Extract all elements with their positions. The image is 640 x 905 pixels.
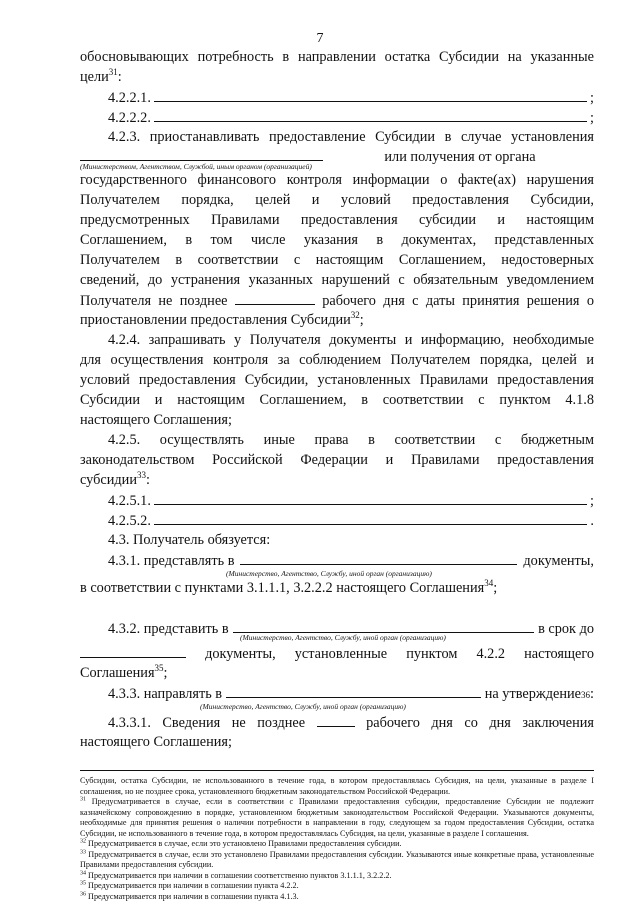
text-line: документы, установленные пунктом 4.2.2 настоящего [80,643,594,664]
text-line: государственного финансового контроля информации о факте(ах) нарушения [80,172,594,188]
footnote-34: $^{34}$ Предусматривается при наличии в соглашении соответственно пунктов 3.1.1.1, 3.2.2.2. [80,869,392,880]
footnote-32: $^{32}$ Предусматривается в случае, если это установлено Правилами предоставления субсидии. [80,838,402,848]
text-line: настоящего Соглашения; [80,412,232,428]
text-line: предусмотренных Правилами предоставления субсидии и настоящим [80,212,594,228]
footnote-35: $^{35}$ Предусматривается при наличии в соглашении пункта 4.2.2. [80,880,299,890]
text-line: для осуществления контроля за соблюдением Получателем порядка, целей и [80,352,594,368]
blank-line [317,712,355,727]
text-line: Субсидии и настоящим Соглашением, в соответствии с пунктом 4.1.8 [80,392,594,408]
text-line: Получателем в соответствии с настоящим Соглашением, недостоверных [80,252,594,268]
footnote-separator [80,770,594,771]
footnote-ref: 34 [484,578,494,589]
text-line: 4.2.4. запрашивать у Получателя документы и информацию, необходимые [108,332,594,348]
blank-line [154,510,588,525]
text-line: Соглашения$^{35}$; [80,663,168,681]
text-line: 4.3.1. представлять в документы, [108,550,594,571]
blank-line [80,146,323,161]
footnote-ref: 35 [154,663,164,674]
text-line: настоящего Соглашения; [80,734,232,750]
text-line: цели$^{31}$: [80,67,122,85]
caption: (Министерство, Агентство, Службу, иной орган (организацию) [200,702,406,711]
page-number: 7 [316,31,324,46]
text-line: 4.3.3.1. Сведения не позднее рабочего дня со дня заключения [108,712,594,733]
text-line: сведений, до устранения указанных нарушений с обязательным уведомлением [80,272,594,288]
text-line: 4.3.3. направлять в на утверждение 36 : [108,683,594,704]
footnote-ref: 32 [350,310,360,321]
footnote-33: $^{33}$ Предусматривается в случае, если это установлено Правилами предоставления субсидии. Указываются иные конкретные права, установленные Правилами предоставления субсидии. [80,848,594,869]
text-line: приостановлении предоставления Субсидии$^{32}$; [80,310,364,328]
footnote-36: $^{36}$ Предусматривается при наличии в соглашении пункта 4.1.3. [80,890,299,901]
text-line: в соответствии с пунктами 3.1.1.1, 3.2.2.2 настоящего Соглашения$^{34}$; [80,578,498,596]
caption: (Министерством, Агентством, Службой, иным органом (организацией) [80,162,312,171]
text-line: Получателем порядка, целей и условий предоставления Субсидии, [80,192,594,208]
text-line: или получения от органа [80,146,594,167]
caption: (Министерство, Агентство, Службу, иной орган (организацию) [226,569,432,578]
text-line: субсидии$^{33}$: [80,470,150,488]
blank-line [226,683,481,698]
text-line: 4.2.5. осуществлять иные права в соответствии с бюджетным [108,432,594,448]
blank-line [235,290,315,305]
item-4-2-5-1: 4.2.5.1. ; [108,490,594,511]
text-line: Соглашением, в том числе указания в документах, представленных [80,232,594,248]
text-line: условий предоставления Субсидии, установленных Правилами предоставления [80,372,594,388]
item-4-2-2-2: 4.2.2.2. ; [108,107,594,128]
caption: (Министерство, Агентство, Службу, иной орган (организацию) [240,633,446,642]
text-line: Получателя не позднее рабочего дня с даты принятия решения о [80,290,594,311]
item-4-2-2-1: 4.2.2.1. ; [108,87,594,108]
footnote-ref: 31 [108,67,118,78]
blank-line [154,490,587,505]
footnote-ref: 33 [136,470,146,481]
text-line: 4.3. Получатель обязуется: [108,532,271,548]
text-line: законодательством Российской Федерации и Правилами предоставления [80,452,594,468]
item-4-2-5-2: 4.2.5.2. . [108,510,594,531]
blank-line [233,618,534,633]
blank-line [240,550,517,565]
blank-line [154,87,587,102]
footnote-31: $^{31}$ Предусматривается в случае, если в соответствии с Правилами предоставления субсидии, предоставление Субсидии не подлежит казначейскому сопровождению в порядке, установленном бюджетным законодательством Российской Федерации. Указываются документы, необходимые для принятия решения о наличии потребности в направлении в году, следующем за годом предоставления Субсидии, остатка Субсидии, не использованного в течение года, в котором предоставлялась Субсидия, на цели, указанные в разделе I соглашения. [80,796,594,838]
footnote-continuation: Субсидии, остатка Субсидии, не использованного в течение года, в котором предоставлялась Субсидия, на цели, указанные в разделе I соглашения, но не позднее срока, установленного бюджетным законодательством Российской Федерации. [80,776,594,796]
blank-line [80,643,186,658]
blank-line [154,107,587,122]
text-line: 4.3.2. представить в в срок до [108,618,594,639]
text-line: обосновывающих потребность в направлении остатка Субсидии на указанные [80,49,594,65]
footnotes [80,776,594,902]
text-line: 4.2.3. приостанавливать предоставление Субсидии в случае установления [108,129,594,145]
